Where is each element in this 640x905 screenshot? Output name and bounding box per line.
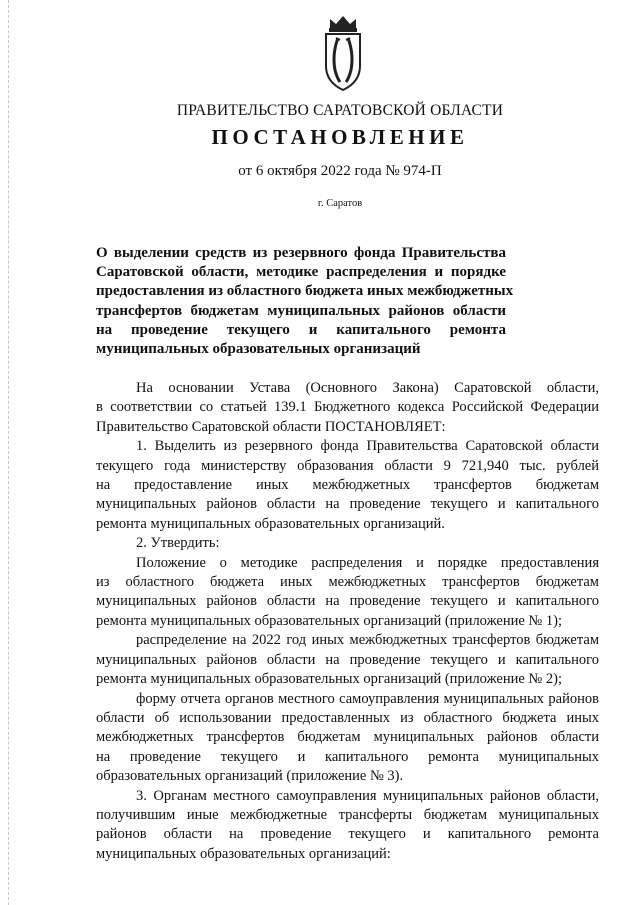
body-line: муниципальных образовательных организаций: bbox=[96, 845, 391, 862]
body-line: Положение о методике распределения и порядке предоставления bbox=[136, 554, 599, 571]
body-line: на проведение текущего и капитального ремонта муниципальных bbox=[96, 748, 599, 765]
title-line: предоставления из областного бюджета иных межбюджетных bbox=[96, 283, 514, 300]
body-line: 1. Выделить из резервного фонда Правительства Саратовской области bbox=[136, 438, 599, 455]
body-line: Правительство Саратовской области ПОСТАНОВЛЯЕТ: bbox=[96, 418, 446, 435]
body-line: текущего года министерству образования области 9 721,940 тыс. рублей bbox=[96, 457, 599, 474]
body-line: форму отчета органов местного самоуправления муниципальных районов bbox=[136, 690, 599, 707]
body-line: межбюджетных трансфертов бюджетам муниципальных районов области bbox=[96, 729, 599, 746]
document-body bbox=[96, 379, 599, 864]
body-line: муниципальных районов области на проведение текущего и капитального bbox=[96, 496, 599, 513]
body-line: на предоставление иных межбюджетных трансфертов бюджетам bbox=[96, 477, 599, 494]
body-line: из областного бюджета иных межбюджетных трансфертов бюджетам bbox=[96, 574, 599, 591]
title-line: на проведение текущего и капитального ремонта bbox=[96, 321, 506, 338]
body-line: области об использовании предоставленных из областного бюджета иных bbox=[96, 709, 599, 726]
body-line: ремонта муниципальных образовательных организаций. bbox=[96, 515, 445, 532]
body-line: получившим иные межбюджетные трансферты бюджетам муниципальных bbox=[96, 806, 599, 823]
document-date-number: от 6 октября 2022 года № 974-П bbox=[238, 163, 442, 179]
body-line: 2. Утвердить: bbox=[136, 535, 220, 552]
document-type: ПОСТАНОВЛЕНИЕ bbox=[211, 125, 469, 149]
coat-of-arms-icon bbox=[318, 14, 368, 94]
document-title bbox=[96, 244, 514, 359]
body-line: образовательных организаций (приложение № 3). bbox=[96, 768, 404, 785]
body-line: муниципальных районов области на проведение текущего и капитального bbox=[96, 651, 599, 668]
body-line: 3. Органам местного самоуправления муниципальных районов области, bbox=[136, 787, 599, 804]
title-line: муниципальных образовательных организаций bbox=[96, 341, 421, 358]
body-line: ремонта муниципальных образовательных организаций (приложение № 2); bbox=[96, 671, 562, 688]
city-name: г. Саратов bbox=[317, 198, 363, 209]
body-line: На основании Устава (Основного Закона) Саратовской области, bbox=[136, 380, 599, 396]
title-line: трансфертов бюджетам муниципальных районов области bbox=[96, 302, 506, 319]
body-line: в соответствии со статьей 139.1 Бюджетного кодекса Российской Федерации bbox=[96, 399, 599, 416]
page-margin-line bbox=[8, 0, 9, 905]
body-line: муниципальных районов области на проведение текущего и капитального bbox=[96, 593, 599, 610]
title-line: О выделении средств из резервного фонда Правительства bbox=[96, 245, 506, 261]
body-line: районов области на проведение текущего и капитального ремонта bbox=[96, 826, 599, 843]
organization-name: ПРАВИТЕЛЬСТВО САРАТОВСКОЙ ОБЛАСТИ bbox=[176, 102, 504, 119]
body-line: распределение на 2022 год иных межбюджетных трансфертов бюджетам bbox=[136, 632, 599, 649]
title-line: Саратовской области, методике распределения и порядке bbox=[96, 264, 506, 281]
body-line: ремонта муниципальных образовательных организаций (приложение № 1); bbox=[96, 612, 562, 629]
